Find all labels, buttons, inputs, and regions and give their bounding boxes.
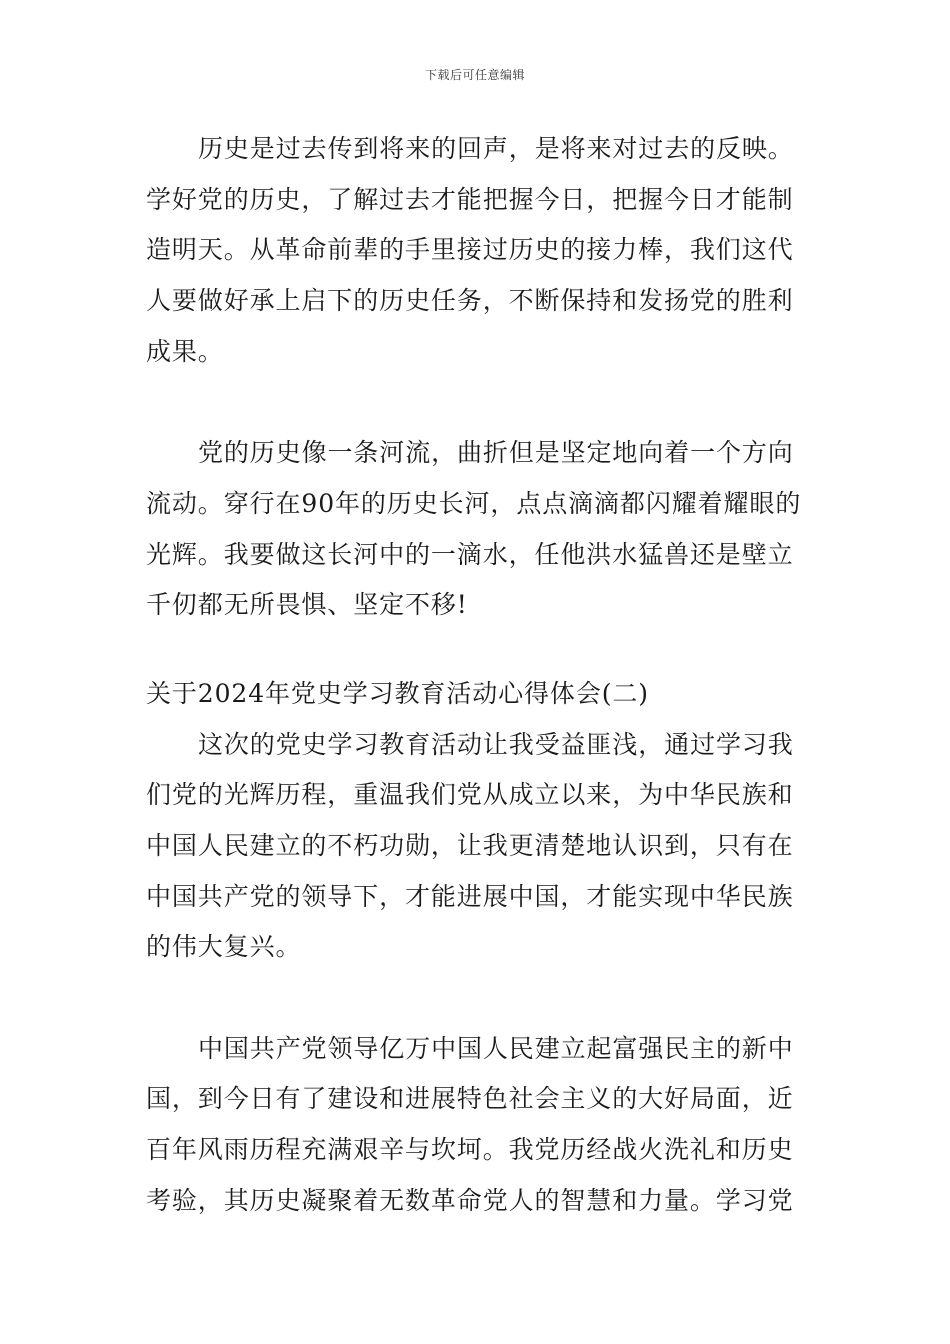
paragraph-spacer — [146, 377, 806, 428]
paragraph-river — [146, 428, 806, 631]
paragraph-line: 中国共产党领导亿万中国人民建立起富强民主的新中 — [198, 1033, 794, 1063]
paragraph-line: 历史是过去传到将来的回声，是将来对过去的反映。 — [198, 134, 794, 163]
section-spacer — [146, 631, 806, 669]
section-title: 关于2024年党史学习教育活动心得体会(二) — [146, 678, 649, 708]
paragraph-line: 党的历史像一条河流，曲折但是坚定地向着一个方向 — [198, 438, 794, 468]
paragraph-line: 光辉。我要做这长河中的一滴水，任他洪水猛兽还是壁立 — [146, 539, 794, 569]
paragraph-line: 成果。 — [146, 336, 224, 366]
paragraph-line: 中国共产党的领导下，才能进展中国，才能实现中华民族 — [146, 881, 794, 911]
paragraph-line: 千仞都无所畏惧、坚定不移! — [146, 590, 468, 620]
paragraph-line: 中国人民建立的不朽功勋，让我更清楚地认识到，只有在 — [146, 830, 794, 860]
paragraph-spacer — [146, 973, 806, 1024]
paragraph-new-china — [146, 1024, 806, 1227]
paragraph-line: 这次的党史学习教育活动让我受益匪浅，通过学习我 — [198, 729, 794, 759]
paragraph-line: 学好党的历史，了解过去才能把握今日，把握今日才能制 — [146, 184, 794, 214]
paragraph-line: 流动。穿行在90年的历史长河，点点滴滴都闪耀着耀眼的 — [146, 488, 802, 518]
paragraph-line: 百年风雨历程充满艰辛与坎坷。我党历经战火洗礼和历史 — [146, 1135, 794, 1165]
paragraph-line: 人要做好承上启下的历史任务，不断保持和发扬党的胜利 — [146, 286, 794, 316]
paragraph-line: 的伟大复兴。 — [146, 932, 302, 962]
paragraph-line: 国，到今日有了建设和进展特色社会主义的大好局面，近 — [146, 1084, 794, 1114]
paragraph-learning-benefit — [146, 720, 806, 973]
download-note: 下载后可任意编辑 — [424, 68, 525, 82]
paragraph-history-echo — [146, 124, 806, 377]
paragraph-line: 考验，其历史凝聚着无数革命党人的智慧和力量。学习党 — [146, 1185, 794, 1215]
paragraph-line: 造明天。从革命前辈的手里接过历史的接力棒，我们这代 — [146, 235, 794, 265]
paragraph-line: 们党的光辉历程，重温我们党从成立以来，为中华民族和 — [146, 780, 794, 810]
document-body — [146, 124, 806, 1226]
